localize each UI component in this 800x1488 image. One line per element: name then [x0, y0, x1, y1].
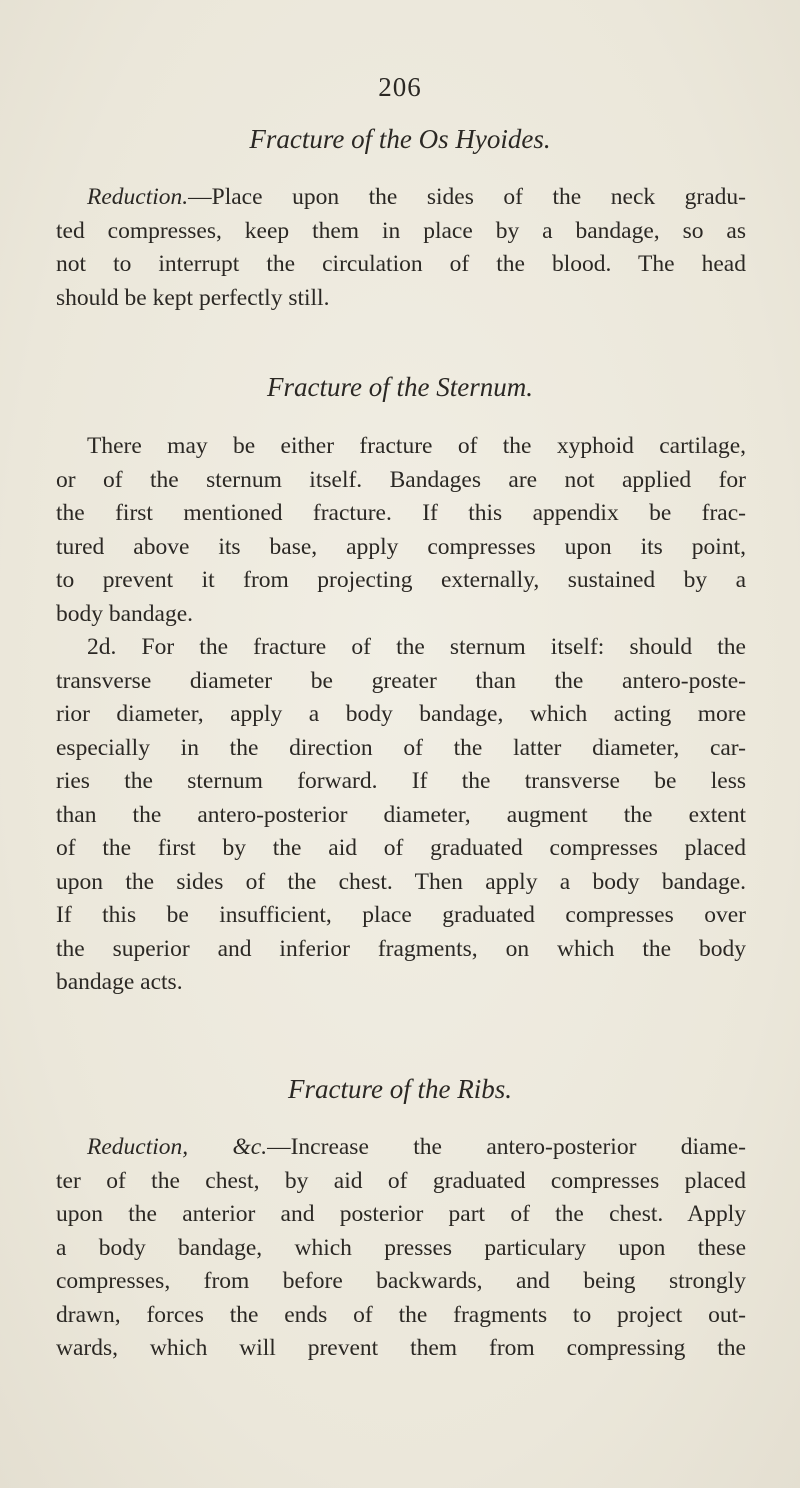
- paragraph-ribs-reduction: [56, 1131, 746, 1366]
- text-run: —Place upon the sides of the neck gradu-: [188, 184, 746, 210]
- paragraph-sternum-2: [56, 631, 746, 1000]
- text-line: compresses, from before backwards, and being strongly: [56, 1268, 746, 1294]
- text-line: wards, which will prevent them from compressing the: [56, 1335, 746, 1361]
- text-line: a body bandage, which presses particulary upon these: [56, 1234, 746, 1261]
- text-line: of the first by the aid of graduated compresses placed: [56, 835, 746, 861]
- text-line: or of the sternum itself. Bandages are not applied for: [56, 466, 746, 493]
- text-line: tured above its base, apply compresses upon its point,: [56, 533, 746, 560]
- text-line: ries the sternum forward. If the transverse be less: [56, 768, 746, 794]
- run-in-heading: Reduction, &c.: [87, 1134, 268, 1160]
- text-line: There may be either fracture of the xyphoid cartilage,: [87, 433, 746, 459]
- text-line: than the antero-posterior diameter, augment the extent: [56, 801, 746, 828]
- text-line: 2d. For the fracture of the sternum itself: should the: [87, 634, 746, 660]
- text-line: bandage acts.: [56, 969, 183, 995]
- text-line: drawn, forces the ends of the fragments to project out-: [56, 1301, 746, 1328]
- text-line: ter of the chest, by aid of graduated compresses placed: [56, 1167, 746, 1194]
- section-heading-ribs: Fracture of the Ribs.: [288, 1074, 512, 1104]
- text-line: [56, 181, 746, 215]
- text-run: —Increase the antero-posterior diame-: [267, 1134, 746, 1160]
- paragraph-os-hyoides-reduction: [56, 181, 746, 315]
- text-line: should be kept perfectly still.: [56, 284, 330, 311]
- text-line: especially in the direction of the latter diameter, car-: [56, 734, 746, 761]
- text-line: [56, 1131, 746, 1165]
- text-line: body bandage.: [56, 600, 194, 627]
- page-number: 206: [378, 72, 422, 102]
- text-line: If this be insufficient, place graduated compresses over: [56, 902, 746, 928]
- text-line: not to interrupt the circulation of the blood. The head: [56, 251, 746, 277]
- section-heading-sternum: Fracture of the Sternum.: [267, 372, 533, 402]
- text-line: rior diameter, apply a body bandage, which acting more: [56, 701, 746, 727]
- section-heading-os-hyoides: Fracture of the Os Hyoides.: [249, 124, 551, 154]
- run-in-heading: Reduction.: [87, 184, 189, 210]
- text-line: to prevent it from projecting externally, sustained by a: [56, 567, 746, 593]
- text-line: the first mentioned fracture. If this appendix be frac-: [56, 500, 746, 526]
- text-line: transverse diameter be greater than the antero-poste-: [56, 667, 746, 694]
- text-line: ted compresses, keep them in place by a bandage, so as: [56, 217, 746, 244]
- text-line: the superior and inferior fragments, on which the body: [56, 935, 746, 962]
- text-line: upon the anterior and posterior part of the chest. Apply: [56, 1201, 746, 1227]
- text-line: upon the sides of the chest. Then apply a body bandage.: [56, 868, 746, 895]
- paragraph-sternum-1: [56, 430, 746, 631]
